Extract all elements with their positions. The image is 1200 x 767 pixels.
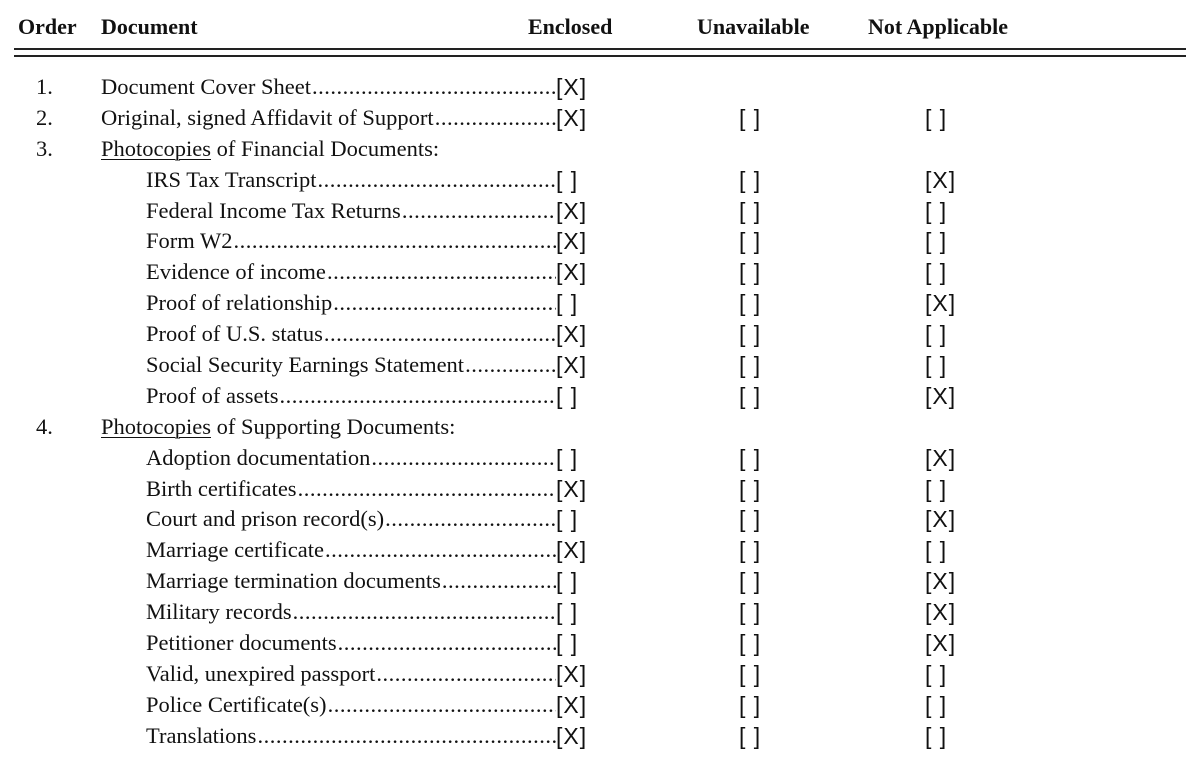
unavailable-checkbox[interactable]: [ ] xyxy=(739,104,762,131)
unavailable-checkbox[interactable]: [ ] xyxy=(739,197,762,224)
order-number: 2. xyxy=(36,104,53,130)
not-applicable-checkbox[interactable]: [ ] xyxy=(925,352,948,379)
checklist-row xyxy=(0,443,1200,474)
document-label xyxy=(146,690,556,721)
document-label-text: Military records xyxy=(146,599,292,625)
document-label xyxy=(146,597,556,628)
document-label-text: Birth certificates xyxy=(146,475,297,501)
not-applicable-checkbox[interactable]: [X] xyxy=(925,382,957,409)
section-heading-underlined: Photocopies xyxy=(101,413,211,439)
enclosed-checkbox[interactable]: [X] xyxy=(556,691,588,718)
document-label xyxy=(146,319,556,350)
enclosed-checkbox[interactable]: [X] xyxy=(556,475,588,502)
enclosed-checkbox[interactable]: [ ] xyxy=(556,506,579,533)
document-label-text: Adoption documentation xyxy=(146,444,371,470)
document-label xyxy=(146,350,556,381)
enclosed-checkbox[interactable]: [ ] xyxy=(556,166,579,193)
not-applicable-checkbox[interactable]: [ ] xyxy=(925,691,948,718)
document-label-text: Evidence of income xyxy=(146,259,326,285)
document-label-text: Petitioner documents xyxy=(146,630,337,656)
checklist-row xyxy=(0,474,1200,505)
document-label-text: IRS Tax Transcript xyxy=(146,166,317,192)
not-applicable-checkbox[interactable]: [X] xyxy=(925,506,957,533)
not-applicable-checkbox[interactable]: [ ] xyxy=(925,104,948,131)
section-heading xyxy=(101,134,556,165)
checklist-row xyxy=(0,504,1200,535)
document-label-text: Proof of relationship xyxy=(146,290,333,316)
unavailable-checkbox[interactable]: [ ] xyxy=(739,660,762,687)
document-label-text: Form W2 xyxy=(146,228,233,254)
checklist-row xyxy=(0,721,1200,752)
order-number: 3. xyxy=(36,135,53,161)
enclosed-checkbox[interactable]: [ ] xyxy=(556,444,579,471)
not-applicable-checkbox[interactable]: [ ] xyxy=(925,197,948,224)
document-label xyxy=(146,721,556,752)
document-label-text: Marriage termination documents xyxy=(146,568,441,594)
checklist-row xyxy=(0,319,1200,350)
enclosed-checkbox[interactable]: [X] xyxy=(556,722,588,749)
document-label-text: Police Certificate(s) xyxy=(146,691,327,717)
section-row xyxy=(0,134,1200,165)
not-applicable-checkbox[interactable]: [ ] xyxy=(925,660,948,687)
not-applicable-checkbox[interactable]: [ ] xyxy=(925,475,948,502)
document-label-text: Proof of assets xyxy=(146,382,279,408)
document-label xyxy=(146,535,556,566)
unavailable-checkbox[interactable]: [ ] xyxy=(739,630,762,657)
document-label xyxy=(146,288,556,319)
checklist-row xyxy=(0,196,1200,227)
enclosed-checkbox[interactable]: [X] xyxy=(556,537,588,564)
not-applicable-checkbox[interactable]: [ ] xyxy=(925,321,948,348)
not-applicable-checkbox[interactable]: [ ] xyxy=(925,228,948,255)
checklist-row xyxy=(0,381,1200,412)
header-enclosed: Enclosed xyxy=(528,14,613,39)
not-applicable-checkbox[interactable]: [X] xyxy=(925,290,957,317)
enclosed-checkbox[interactable]: [X] xyxy=(556,104,588,131)
not-applicable-checkbox[interactable]: [X] xyxy=(925,630,957,657)
enclosed-checkbox[interactable]: [ ] xyxy=(556,599,579,626)
header-not-applicable: Not Applicable xyxy=(868,14,1008,39)
unavailable-checkbox[interactable]: [ ] xyxy=(739,537,762,564)
section-heading-underlined: Photocopies xyxy=(101,135,211,161)
unavailable-checkbox[interactable]: [ ] xyxy=(739,444,762,471)
section-heading xyxy=(101,412,556,443)
section-row xyxy=(0,412,1200,443)
enclosed-checkbox[interactable]: [X] xyxy=(556,259,588,286)
not-applicable-checkbox[interactable]: [ ] xyxy=(925,722,948,749)
checklist-row xyxy=(0,597,1200,628)
document-label-text: Federal Income Tax Returns xyxy=(146,197,401,223)
enclosed-checkbox[interactable]: [X] xyxy=(556,74,588,100)
enclosed-checkbox[interactable]: [X] xyxy=(556,352,588,379)
checklist-row xyxy=(0,350,1200,381)
document-label-text: Social Security Earnings Statement xyxy=(146,352,465,378)
enclosed-checkbox[interactable]: [X] xyxy=(556,660,588,687)
document-label xyxy=(146,165,556,196)
checklist-row xyxy=(0,659,1200,690)
document-label-text: Original, signed Affidavit of Support xyxy=(101,104,434,130)
document-checklist xyxy=(0,72,1200,752)
checklist-row xyxy=(0,628,1200,659)
document-label xyxy=(146,659,556,690)
not-applicable-checkbox[interactable]: [X] xyxy=(925,599,957,626)
checklist-row xyxy=(0,690,1200,721)
unavailable-checkbox[interactable]: [ ] xyxy=(739,568,762,595)
unavailable-checkbox[interactable]: [ ] xyxy=(739,352,762,379)
unavailable-checkbox[interactable]: [ ] xyxy=(739,382,762,409)
header-order: Order xyxy=(18,14,77,39)
not-applicable-checkbox[interactable]: [ ] xyxy=(925,537,948,564)
document-label-text: Translations xyxy=(146,722,257,748)
document-label-text: Court and prison record(s) xyxy=(146,506,385,532)
header-unavailable: Unavailable xyxy=(697,14,810,39)
checklist-row xyxy=(0,72,1200,103)
unavailable-checkbox[interactable]: [ ] xyxy=(739,321,762,348)
document-label xyxy=(101,103,556,134)
unavailable-checkbox[interactable]: [ ] xyxy=(739,722,762,749)
not-applicable-checkbox[interactable]: [X] xyxy=(925,444,957,471)
document-label xyxy=(146,443,556,474)
enclosed-checkbox[interactable]: [X] xyxy=(556,228,588,255)
unavailable-checkbox[interactable]: [ ] xyxy=(739,691,762,718)
document-label-text: Marriage certificate xyxy=(146,537,325,563)
document-label xyxy=(146,566,556,597)
unavailable-checkbox[interactable]: [ ] xyxy=(739,290,762,317)
enclosed-checkbox[interactable]: [ ] xyxy=(556,290,579,317)
document-label xyxy=(101,72,556,103)
unavailable-checkbox[interactable]: [ ] xyxy=(739,166,762,193)
checklist-row xyxy=(0,226,1200,257)
not-applicable-checkbox[interactable]: [X] xyxy=(925,166,957,193)
document-label xyxy=(146,381,556,412)
document-label-text: Document Cover Sheet xyxy=(101,74,311,99)
checklist-row xyxy=(0,165,1200,196)
checklist-row xyxy=(0,288,1200,319)
order-number: 4. xyxy=(36,413,53,439)
document-label-text: Proof of U.S. status xyxy=(146,321,323,347)
enclosed-checkbox[interactable]: [ ] xyxy=(556,630,579,657)
unavailable-checkbox[interactable]: [ ] xyxy=(739,475,762,502)
enclosed-checkbox[interactable]: [X] xyxy=(556,197,588,224)
document-label xyxy=(146,474,556,505)
not-applicable-checkbox[interactable]: [X] xyxy=(925,568,957,595)
checklist-row xyxy=(0,103,1200,134)
unavailable-checkbox[interactable]: [ ] xyxy=(739,599,762,626)
checklist-row xyxy=(0,535,1200,566)
section-heading-rest: of Supporting Documents: xyxy=(211,413,456,439)
unavailable-checkbox[interactable]: [ ] xyxy=(739,228,762,255)
document-label xyxy=(146,628,556,659)
section-heading-rest: of Financial Documents: xyxy=(211,135,440,161)
checklist-row xyxy=(0,257,1200,288)
document-label xyxy=(146,257,556,288)
document-label xyxy=(146,504,556,535)
enclosed-checkbox[interactable]: [ ] xyxy=(556,568,579,595)
enclosed-checkbox[interactable]: [X] xyxy=(556,321,588,348)
order-number: 1. xyxy=(36,74,53,99)
document-label-text: Valid, unexpired passport xyxy=(146,660,376,686)
unavailable-checkbox[interactable]: [ ] xyxy=(739,506,762,533)
document-label xyxy=(146,196,556,227)
not-applicable-checkbox[interactable]: [ ] xyxy=(925,259,948,286)
header-document: Document xyxy=(101,14,198,39)
document-label xyxy=(146,226,556,257)
checklist-row xyxy=(0,566,1200,597)
header-double-rule xyxy=(14,48,1186,57)
unavailable-checkbox[interactable]: [ ] xyxy=(739,259,762,286)
enclosed-checkbox[interactable]: [ ] xyxy=(556,382,579,409)
